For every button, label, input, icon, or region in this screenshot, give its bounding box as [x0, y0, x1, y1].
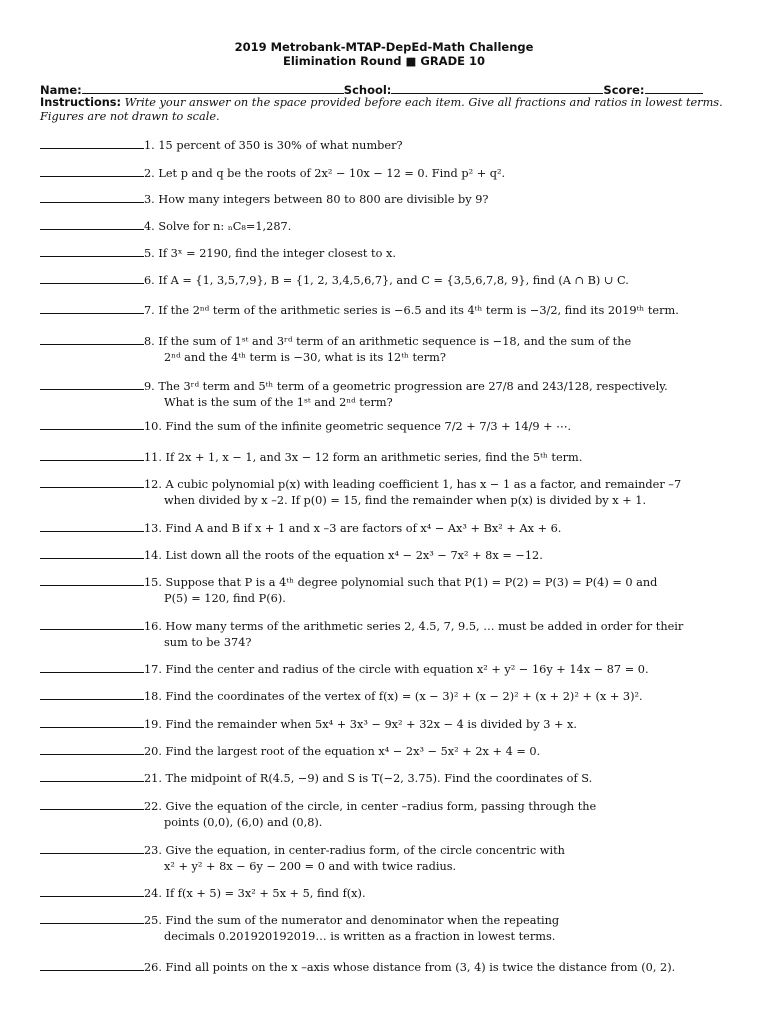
question-text: Solve for n: ₙC₈=1,287.: [154, 220, 292, 233]
question-number: 6.: [144, 274, 155, 287]
question-number: 23.: [144, 844, 162, 857]
question-continuation: decimals 0.201920192019… is written as a fraction in lowest terms.: [164, 930, 556, 943]
question-text: Give the equation of the circle, in center –radius form, passing through the: [161, 800, 597, 813]
name-label: Name:: [40, 83, 82, 97]
question-continuation: x² + y² + 8x − 6y − 200 = 0 and with twice radius.: [164, 860, 457, 873]
question-item: [40, 959, 740, 976]
question-item: [40, 418, 740, 435]
question-item: [40, 547, 740, 564]
question-number: 13.: [144, 522, 162, 535]
answer-blank[interactable]: [40, 885, 144, 897]
answer-blank[interactable]: [40, 333, 144, 345]
answer-blank[interactable]: [40, 449, 144, 461]
question-item: [40, 574, 740, 607]
question-number: 24.: [144, 887, 162, 900]
question-first-line: [40, 661, 740, 678]
answer-blank[interactable]: [40, 618, 144, 630]
question-first-line: [40, 245, 740, 262]
question-item: [40, 842, 740, 875]
answer-blank[interactable]: [40, 137, 144, 149]
question-number: 22.: [144, 800, 162, 813]
question-first-line: [40, 959, 740, 976]
answer-blank[interactable]: [40, 798, 144, 810]
question-text: If 2x + 1, x − 1, and 3x − 12 form an arithmetic series, find the 5ᵗʰ term.: [161, 451, 583, 464]
name-field[interactable]: [82, 82, 344, 94]
instructions-text: Write your answer on the space provided before each item. Give all fractions and ratios in lowest terms. Figures are not drawn to scale.: [40, 96, 723, 123]
question-item: [40, 885, 740, 902]
question-item: [40, 333, 740, 366]
instructions-label: Instructions:: [40, 96, 121, 109]
worksheet-title: 2019 Metrobank-MTAP-DepEd-Math Challenge: [234, 40, 534, 54]
question-text: Find the center and radius of the circle with equation x² + y² − 16y + 14x − 87 = 0.: [161, 663, 649, 676]
question-number: 5.: [144, 247, 155, 260]
score-field[interactable]: [645, 82, 703, 94]
question-continuation: points (0,0), (6,0) and (0,8).: [164, 816, 323, 829]
question-text: Find the largest root of the equation x⁴ − 2x³ − 5x² + 2x + 4 = 0.: [161, 745, 541, 758]
question-continuation: sum to be 374?: [164, 636, 252, 649]
answer-blank[interactable]: [40, 476, 144, 488]
question-first-line: [40, 574, 740, 591]
question-number: 11.: [144, 451, 162, 464]
question-item: [40, 302, 740, 319]
question-text: Let p and q be the roots of 2x² − 10x − 12 = 0. Find p² + q².: [154, 167, 506, 180]
answer-blank[interactable]: [40, 165, 144, 177]
question-first-line: [40, 449, 740, 466]
question-text: Find A and B if x + 1 and x –3 are factors of x⁴ − Ax³ + Bx² + Ax + 6.: [161, 522, 562, 535]
question-continuation: 2ⁿᵈ and the 4ᵗʰ term is −30, what is its 12ᵗʰ term?: [164, 351, 446, 364]
school-field[interactable]: [391, 82, 603, 94]
question-first-line: [40, 618, 740, 635]
question-number: 9.: [144, 380, 155, 393]
question-item: [40, 476, 740, 509]
answer-blank[interactable]: [40, 418, 144, 430]
question-number: 14.: [144, 549, 162, 562]
question-text: 15 percent of 350 is 30% of what number?: [154, 139, 403, 152]
question-first-line: [40, 378, 740, 395]
answer-blank[interactable]: [40, 245, 144, 257]
answer-blank[interactable]: [40, 688, 144, 700]
question-first-line: [40, 716, 740, 733]
answer-blank[interactable]: [40, 959, 144, 971]
question-number: 21.: [144, 772, 162, 785]
answer-blank[interactable]: [40, 716, 144, 728]
question-number: 20.: [144, 745, 162, 758]
question-number: 18.: [144, 690, 162, 703]
question-item: [40, 743, 740, 760]
question-first-line: [40, 688, 740, 705]
question-text: Suppose that P is a 4ᵗʰ degree polynomial such that P(1) = P(2) = P(3) = P(4) = 0 and: [161, 576, 658, 589]
question-text: If 3ˣ = 2190, find the integer closest to x.: [154, 247, 396, 260]
question-text: List down all the roots of the equation x⁴ − 2x³ − 7x² + 8x = −12.: [161, 549, 543, 562]
question-item: [40, 661, 740, 678]
question-number: 4.: [144, 220, 155, 233]
question-first-line: [40, 842, 740, 859]
question-first-line: [40, 743, 740, 760]
question-text: Find the sum of the numerator and denominator when the repeating: [161, 914, 560, 927]
question-first-line: [40, 418, 740, 435]
question-first-line: [40, 770, 740, 787]
worksheet-subtitle: Elimination Round ■ GRADE 10: [283, 54, 485, 68]
question-text: How many integers between 80 to 800 are divisible by 9?: [154, 193, 489, 206]
question-first-line: [40, 476, 740, 493]
question-number: 8.: [144, 335, 155, 348]
answer-blank[interactable]: [40, 743, 144, 755]
question-item: [40, 378, 740, 411]
answer-blank[interactable]: [40, 272, 144, 284]
question-item: [40, 798, 740, 831]
question-first-line: [40, 137, 740, 154]
question-continuation: P(5) = 120, find P(6).: [164, 592, 286, 605]
answer-blank[interactable]: [40, 547, 144, 559]
question-text: Find the remainder when 5x⁴ + 3x³ − 9x² + 32x − 4 is divided by 3 + x.: [161, 718, 577, 731]
question-text: A cubic polynomial p(x) with leading coefficient 1, has x − 1 as a factor, and remainder –7: [161, 478, 682, 491]
question-first-line: [40, 885, 740, 902]
question-item: [40, 618, 740, 651]
question-continuation: What is the sum of the 1ˢᵗ and 2ⁿᵈ term?: [164, 396, 393, 409]
question-text: The midpoint of R(4.5, −9) and S is T(−2, 3.75). Find the coordinates of S.: [161, 772, 593, 785]
question-item: [40, 165, 740, 182]
question-text: The 3ʳᵈ term and 5ᵗʰ term of a geometric progression are 27/8 and 243/128, respectively.: [154, 380, 668, 393]
answer-blank[interactable]: [40, 912, 144, 924]
question-number: 17.: [144, 663, 162, 676]
answer-blank[interactable]: [40, 770, 144, 782]
school-label: School:: [343, 83, 392, 97]
question-item: [40, 520, 740, 537]
question-number: 3.: [144, 193, 155, 206]
question-text: If the sum of 1ˢᵗ and 3ʳᵈ term of an arithmetic sequence is −18, and the sum of the: [154, 335, 632, 348]
question-first-line: [40, 191, 740, 208]
question-item: [40, 191, 740, 208]
question-text: Find the coordinates of the vertex of f(x) = (x − 3)² + (x − 2)² + (x + 2)² + (x + 3)².: [161, 690, 643, 703]
question-item: [40, 218, 740, 235]
answer-blank[interactable]: [40, 191, 144, 203]
question-first-line: [40, 798, 740, 815]
question-item: [40, 716, 740, 733]
question-text: If A = {1, 3,5,7,9}, B = {1, 2, 3,4,5,6,7}, and C = {3,5,6,7,8, 9}, find (A ∩ B) ∪ C.: [154, 274, 629, 287]
question-number: 7.: [144, 304, 155, 317]
answer-blank[interactable]: [40, 661, 144, 673]
question-text: Give the equation, in center-radius form, of the circle concentric with: [161, 844, 565, 857]
question-item: [40, 912, 740, 945]
instructions: [40, 96, 730, 124]
answer-blank[interactable]: [40, 218, 144, 230]
question-text: How many terms of the arithmetic series 2, 4.5, 7, 9.5, … must be added in order for their: [161, 620, 684, 633]
question-item: [40, 245, 740, 262]
question-number: 2.: [144, 167, 155, 180]
question-text: If f(x + 5) = 3x² + 5x + 5, find f(x).: [161, 887, 366, 900]
question-item: [40, 449, 740, 466]
answer-blank[interactable]: [40, 302, 144, 314]
question-number: 19.: [144, 718, 162, 731]
answer-blank[interactable]: [40, 378, 144, 390]
question-first-line: [40, 302, 740, 319]
question-number: 1.: [144, 139, 155, 152]
question-first-line: [40, 165, 740, 182]
answer-blank[interactable]: [40, 574, 144, 586]
question-text: If the 2ⁿᵈ term of the arithmetic series is −6.5 and its 4ᵗʰ term is −3/2, find its 2019ᵗʰ term.: [154, 304, 679, 317]
question-first-line: [40, 333, 740, 350]
question-item: [40, 137, 740, 154]
question-first-line: [40, 547, 740, 564]
answer-blank[interactable]: [40, 520, 144, 532]
question-first-line: [40, 912, 740, 929]
question-number: 12.: [144, 478, 162, 491]
question-text: Find the sum of the infinite geometric sequence 7/2 + 7/3 + 14/9 + ⋯.: [161, 420, 572, 433]
question-item: [40, 688, 740, 705]
question-continuation: when divided by x –2. If p(0) = 15, find the remainder when p(x) is divided by x + 1.: [164, 494, 647, 507]
score-label: Score:: [603, 83, 645, 97]
question-number: 26.: [144, 961, 162, 974]
question-number: 25.: [144, 914, 162, 927]
question-item: [40, 272, 740, 289]
question-item: [40, 770, 740, 787]
question-first-line: [40, 272, 740, 289]
question-number: 15.: [144, 576, 162, 589]
question-number: 16.: [144, 620, 162, 633]
question-number: 10.: [144, 420, 162, 433]
answer-blank[interactable]: [40, 842, 144, 854]
question-text: Find all points on the x –axis whose distance from (3, 4) is twice the distance from (0, 2).: [161, 961, 676, 974]
question-first-line: [40, 218, 740, 235]
question-first-line: [40, 520, 740, 537]
